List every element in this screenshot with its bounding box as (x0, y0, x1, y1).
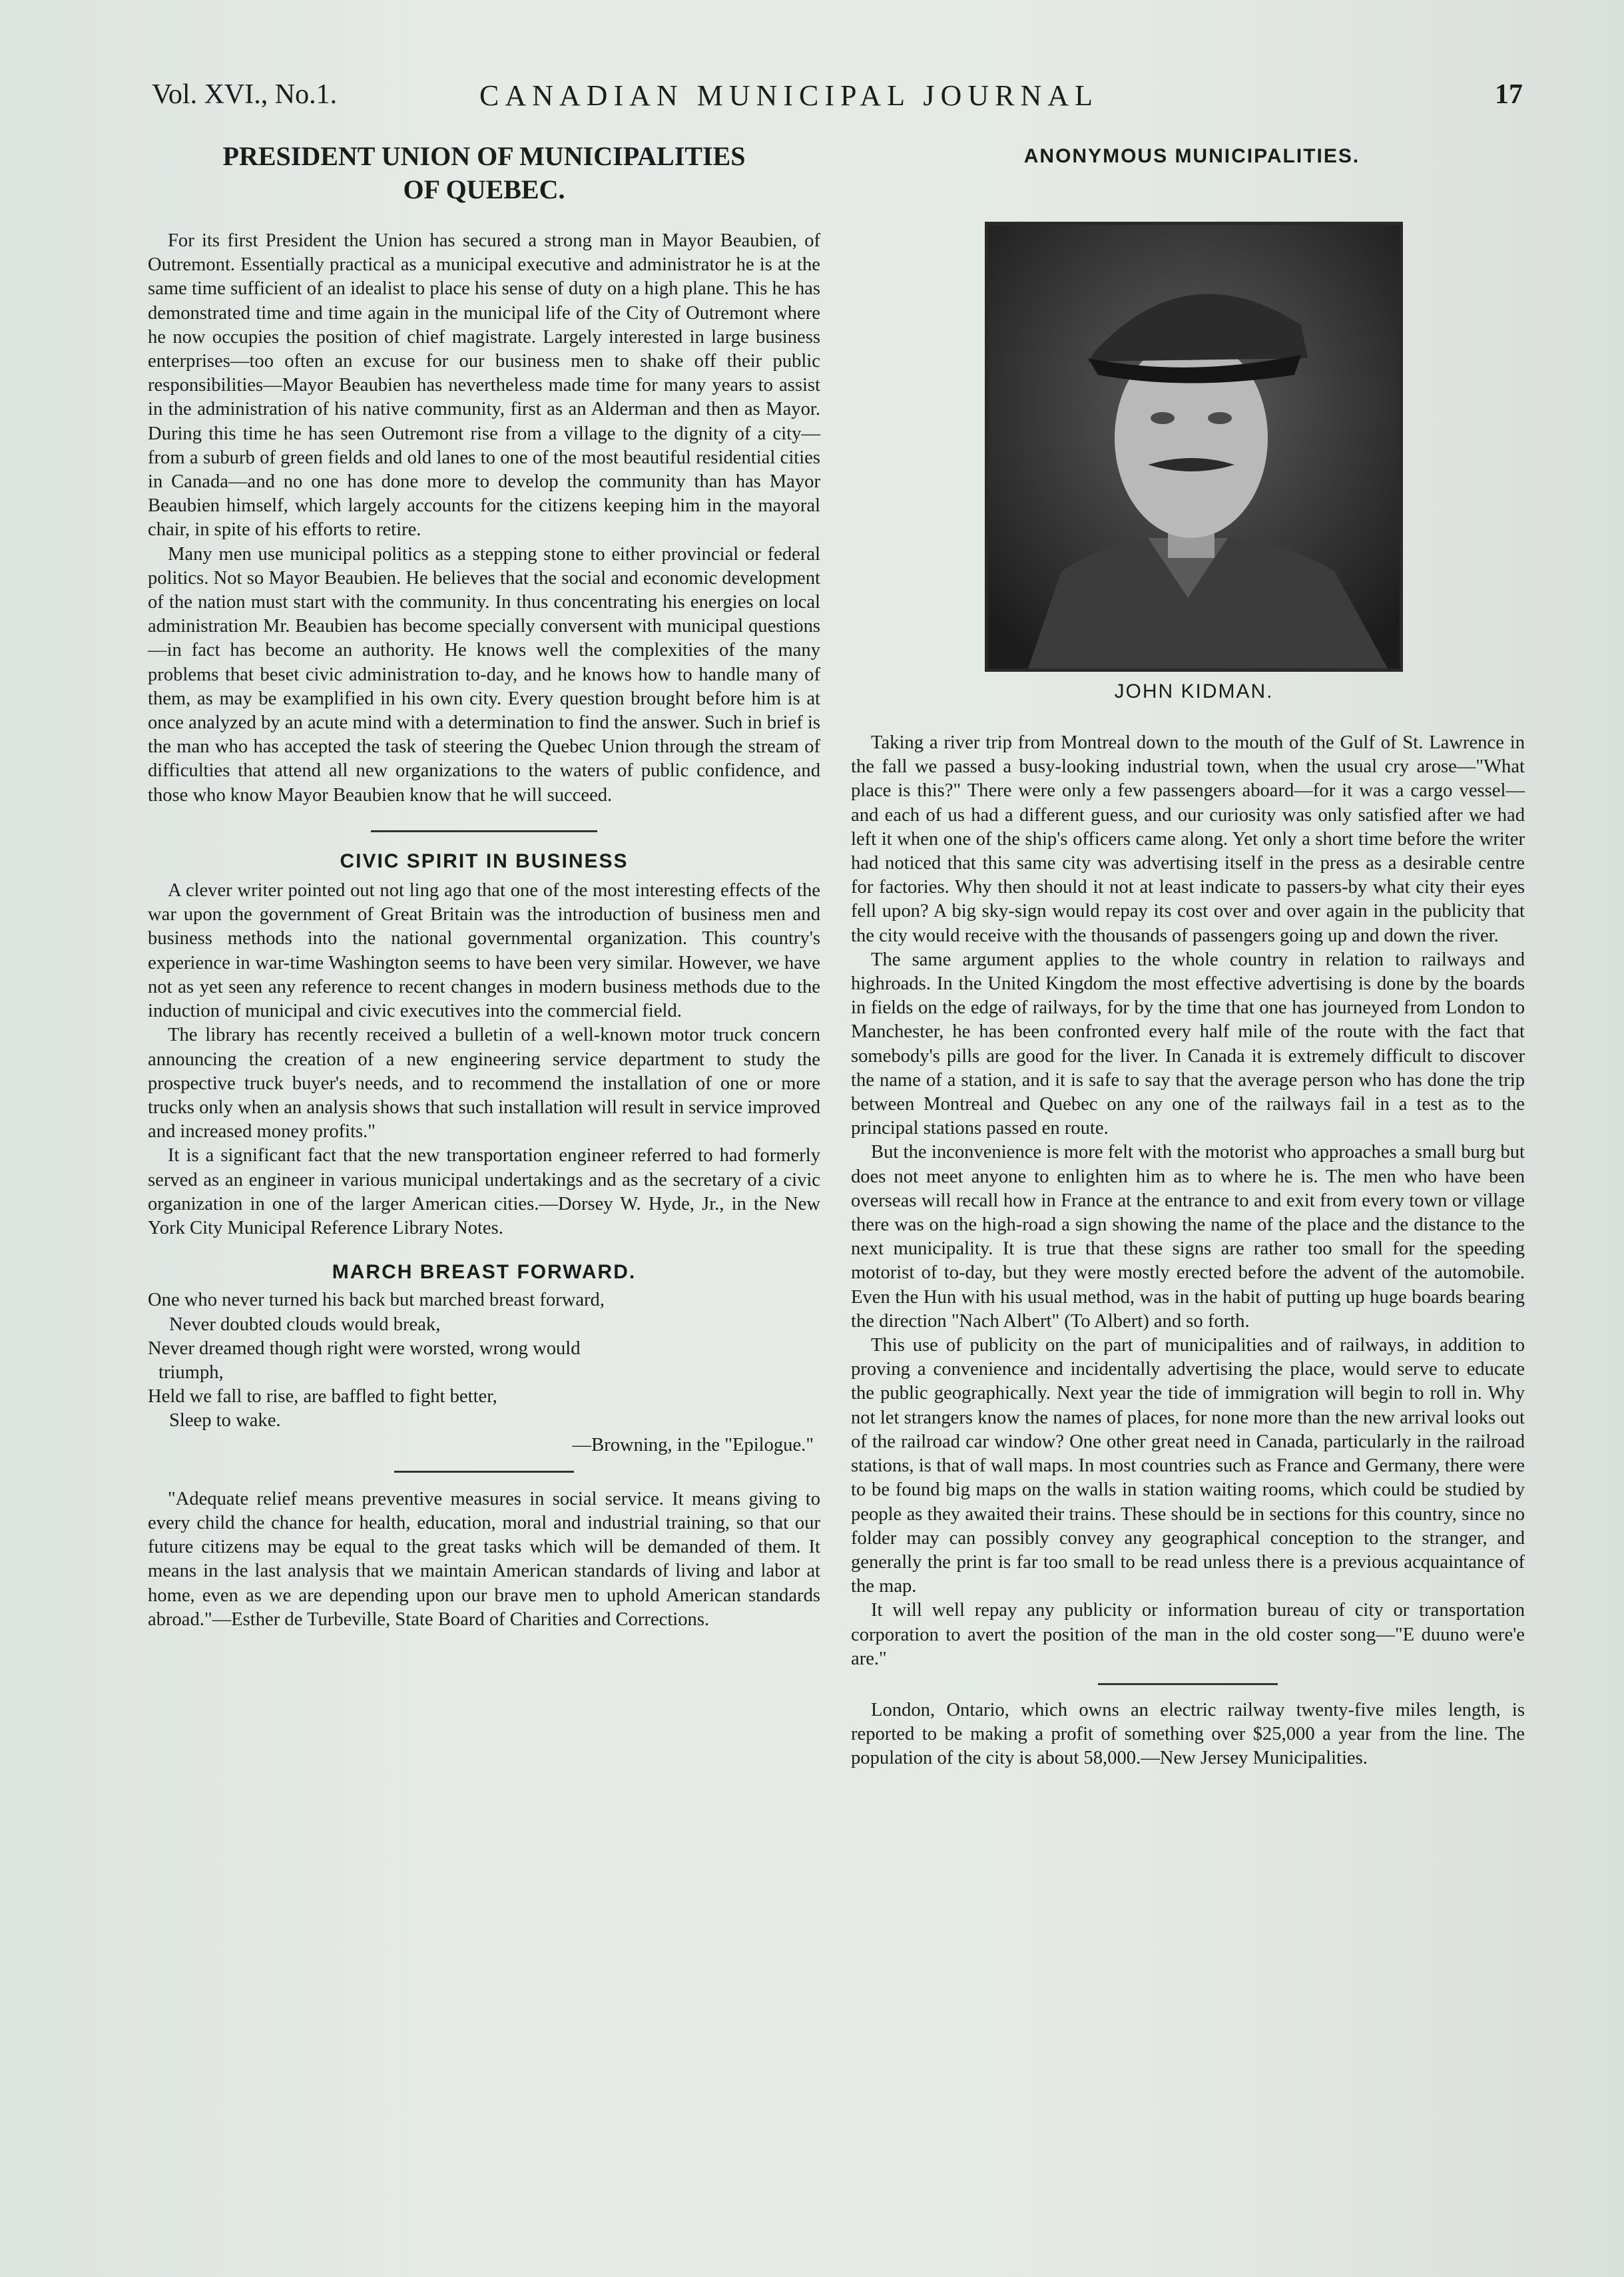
journal-title: CANADIAN MUNICIPAL JOURNAL (479, 79, 1099, 112)
poem-line: triumph, (158, 1362, 224, 1383)
civic-paragraph-2: The library has recently received a bulletin of a well-known motor truck concern announcing the creation of a new engineering service department to study the prospective truck buyer's needs, and to recommend the installation of one or more trucks only when an analysis shows that such installation will result in service improved and increased money profits." (148, 1025, 820, 1142)
london-paragraph: London, Ontario, which owns an electric railway twenty-five miles length, is reported to be making a profit of something over $25,000 a year from the line. The population of the city is about 58,000.—New Jersey Municipalities. (851, 1699, 1525, 1769)
anon-paragraph-4: This use of publicity on the part of municipalities and of railways, in addition to proving a convenience and incidentally advertising the place, would serve to educate the public geographically. Next year the tide of immigration will begin to roll in. Why not let strangers know the names of places, for none more than the new arrival looks out of the railroad car window? One other great need in Canada, particularly in the railroad stations, is that of wall maps. In most countries such as France and Germany, there were to be found big maps on the walls in station waiting rooms, which could be studied by people as they awaited their trains. These should be in sections for this country, since no folder may can possibly convey any geographical conception to the stranger, and generally the print is far too small to be read unless there is a previous acquaintance of the map. (851, 1335, 1525, 1597)
president-heading-line2: OF QUEBEC. (403, 174, 565, 204)
poem-line: One who never turned his back but marched breast forward, (148, 1290, 605, 1311)
poem-line: Held we fall to rise, are baffled to fight better, (148, 1386, 497, 1407)
portrait-photo (985, 222, 1403, 672)
anon-paragraph-3: But the inconvenience is more felt with the motorist who approaches a small burg but does not meet anyone to enlighten him as to where he is. The men who have been overseas will recall how in France at the entrance to and exit from every town or village there was on the high-road a sign showing the name of the place and the distance to the next municipality. It is true that these signs are rather too small for the speeding motorist of to-day, but they were mostly erected before the advent of the automobile. Even the Hun with his usual method, was in the habit of putting up huge boards bearing the direction "Nach Albert" (To Albert) and so forth. (851, 1142, 1525, 1332)
president-paragraph-2: Many men use municipal politics as a stepping stone to either provincial or federal politics. Not so Mayor Beaubien. He believes that the social and economic development of the nation must start with the community. In thus concentrating his energies on local administration Mr. Beaubien has become specially conversent with municipal questions—in fact has become an authority. He knows well the complexities of the many problems that beset civic administration to-day, and he knows how to handle many of them, as may be examplified in his own city. Every question brought before him is at once analyzed by an acute mind with a determination to find the answer. Such in brief is the man who has accepted the task of steering the Quebec Union through the stream of difficulties that attend all new organizations to the waters of public confidence, and those who know Mayor Beaubien know that he will succeed. (148, 543, 820, 806)
poem-line: Never dreamed though right were worsted, wrong would (148, 1338, 581, 1359)
president-heading (148, 140, 820, 206)
civic-paragraph-3: It is a significant fact that the new transportation engineer referred to had formerly served as an engineer in various municipal undertakings and as the secretary of a civic organization in one of the larger American cities.—Dorsey W. Hyde, Jr., in the New York City Municipal Reference Library Notes. (148, 1145, 820, 1238)
left-column (148, 140, 820, 1632)
anon-paragraph-5: It will well repay any publicity or information bureau of city or transportation corporation to avert the position of the man in the old coster song—"E duuno were'e are." (851, 1600, 1525, 1669)
portrait-image (988, 225, 1400, 668)
portrait-caption: JOHN KIDMAN. (1114, 680, 1274, 702)
president-heading-line1: PRESIDENT UNION OF MUNICIPALITIES (222, 141, 746, 171)
poem (148, 1288, 820, 1457)
march-heading: MARCH BREAST FORWARD. (332, 1261, 637, 1284)
relief-paragraph: "Adequate relief means preventive measures in social service. It means giving to every child the chance for health, education, moral and industrial training, so that our future citizens may be equal to the great tasks which will be demanded of them. It means in the last analysis that we maintain American standards of living and labor at home, even as we are depending upon our brave men to uphold American standards abroad."—Esther de Turbeville, State Board of Charities and Corrections. (148, 1488, 820, 1630)
president-paragraph-1: For its first President the Union has secured a strong man in Mayor Beaubien, of Outremont. Essentially practical as a municipal executive and administrator he is at the same time sufficient of an idealist to place his sense of duty on a high plane. This he has demonstrated time and time again in the municipal life of the City of Outremont where he now occupies the position of chief magistrate. Largely interested in large business enterprises—too often an excuse for our business men to shake off their public responsibilities—Mayor Beaubien has nevertheless made time for many years to assist in the administration of his native community, first as an Alderman and then as Mayor. During this time he has seen Outremont rise from a village to the dignity of a city—from a suburb of green fields and old lanes to one of the most beautiful residential cities in Canada—and no one has done more to develop the community than has Mayor Beaubien himself, which largely accounts for the citizens keeping him in the mayoral chair, in spite of his efforts to retire. (148, 230, 820, 541)
anon-paragraph-1: Taking a river trip from Montreal down to the mouth of the Gulf of St. Lawrence in the fall we passed a busy-looking industrial town, when the usual cry arose—"What place is this?" There were only a few passengers aboard—for it was a cargo vessel—and each of us had a different guess, and our curiosity was only satisfied after we had left it when one of the ship's officers came along. Yet only a short time before the writer had noticed that this same city was advertising itself in the press as a desirable centre for factories. Why then should it not at least indicate to passers-by what city their eyes fell upon? A big sky-sign would repay its cost over and over again in the publicity that the city would receive with the thousands of passengers going up and down the river. (851, 732, 1525, 946)
poem-line: Sleep to wake. (169, 1410, 281, 1431)
anonymous-municipalities-heading: ANONYMOUS MUNICIPALITIES. (1023, 145, 1360, 167)
poem-line: Never doubted clouds would break, (169, 1314, 441, 1335)
civic-paragraph-1: A clever writer pointed out not ling ago that one of the most interesting effects of the war upon the government of Great Britain was the introduction of business men and business methods into the national governmental organization. This country's experience in war-time Washington seems to have been very similar. However, we have not as yet seen any reference to recent changes in modern business methods due to the induction of municipal and civic executives into the commercial field. (148, 880, 820, 1022)
poem-attribution: —Browning, in the "Epilogue." (572, 1434, 814, 1455)
civic-spirit-heading: CIVIC SPIRIT IN BUSINESS (340, 850, 629, 872)
page-number: 17 (1495, 79, 1523, 110)
anon-paragraph-2: The same argument applies to the whole country in relation to railways and highroads. In the United Kingdom the most effective advertising is done by the boards in fields on the edge of railways, for by the time that one has journeyed from London to Manchester, he has been confronted every half mile of the route with the fact that somebody's pills are good for the liver. In Canada it is extremely difficult to discover the name of a station, and it is safe to say that the average person who has done the trip between Montreal and Quebec on any one of the railways fail in a test as to the principal stations passed en route. (851, 949, 1525, 1139)
volume-number: Vol. XVI., No.1. (152, 79, 338, 110)
right-column (851, 731, 1525, 1771)
